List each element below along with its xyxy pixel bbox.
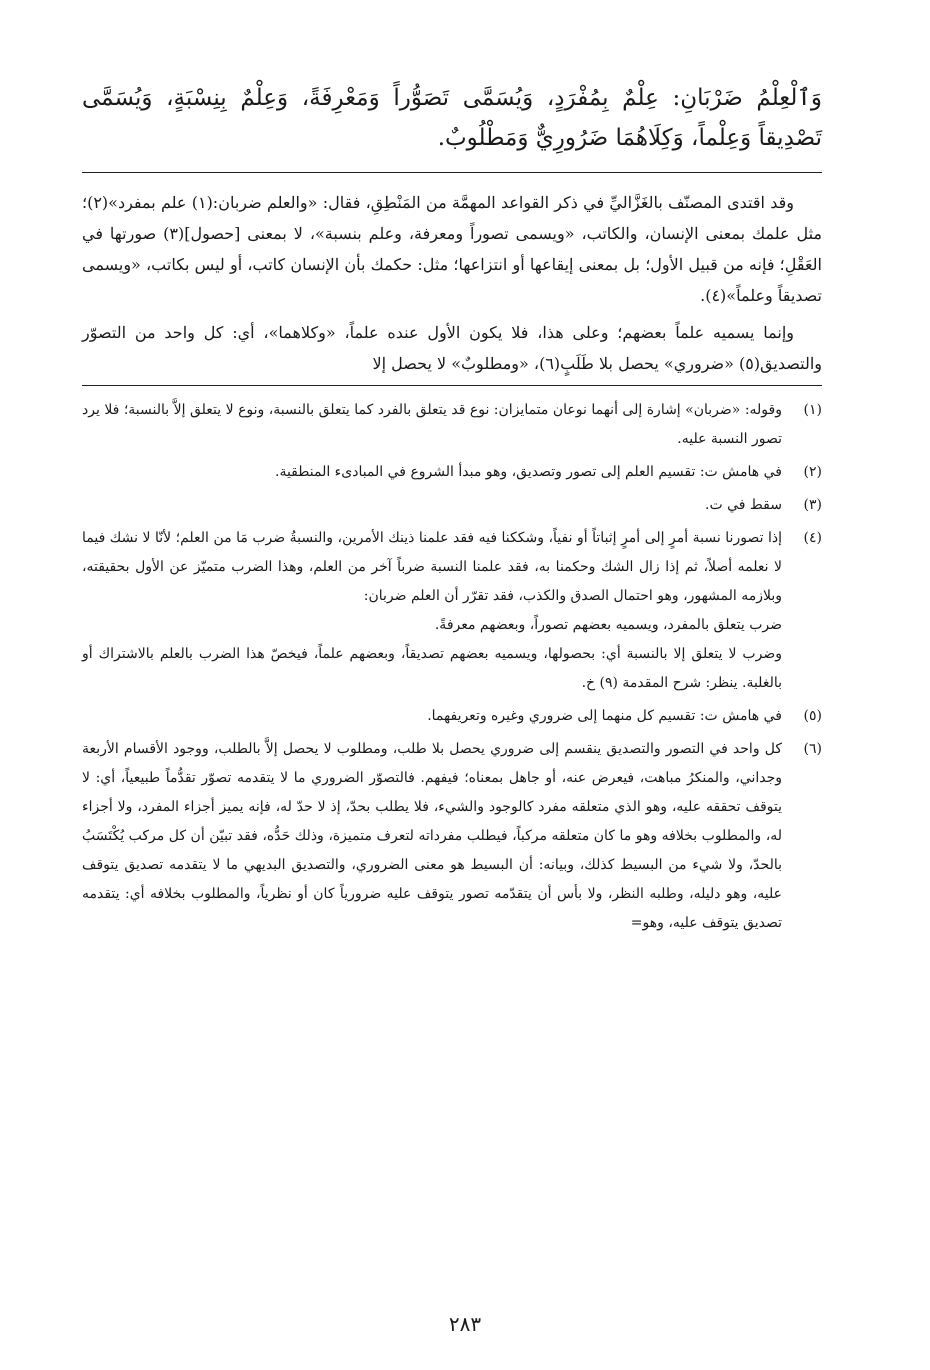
footnote-body — [82, 735, 782, 938]
footnote-body — [82, 491, 782, 520]
footnote-body — [82, 458, 782, 487]
footnote-paragraph: في هامش ت: تقسيم العلم إلى تصور وتصديق، وهو مبدأ الشروع في المبادىء المنطقية. — [275, 464, 782, 480]
footnote-number: (٤) — [803, 530, 822, 546]
page-number: ٢٨٣ — [448, 1312, 482, 1336]
footnote-body — [82, 396, 782, 454]
footnote-body — [82, 702, 782, 731]
footnote-body — [82, 524, 782, 698]
footnote — [82, 396, 822, 454]
footnote-number: (٦) — [803, 741, 822, 757]
commentary — [82, 187, 822, 379]
footnote-paragraph: في هامش ت: تقسيم كل منهما إلى ضروري وغيره وتعريفهما. — [427, 708, 782, 724]
footnote-paragraph: ضرب يتعلق بالمفرد، ويسميه بعضهم تصوراً، وبعضهم معرفةً. — [434, 617, 782, 633]
commentary-paragraph: وقد اقتدى المصنّف بالغَزَّاليِّ في ذكر القواعد المهمَّة من المَنْطِقِ، فقال: «والعلم ضربان:(١) علم بمفرد»(٢)؛ مثل علمك بمعنى الإنسان، والكاتب، «ويسمى تصوراً ومعرفة، وعلم بنسبة»، لا بمعنى [حصول](٣) صورتها في العَقْلِ؛ فإنه من قبيل الأول؛ بل بمعنى إيقاعها أو انتزاعها؛ مثل: حكمك بأن الإنسان كاتب، أو ليس بكاتب، «ويسمى تصديقاً وعلماً»(٤). — [82, 193, 823, 305]
matn-separator-rule — [82, 172, 822, 173]
footnote-number: (١) — [803, 402, 822, 418]
footnote — [82, 702, 822, 731]
footnote — [82, 735, 822, 938]
footnote-paragraph: وضرب لا يتعلق إلا بالنسبة أي: بحصولها، ويسميه بعضهم تصديقاً، وبعضهم علماً، فيخصّ هذا الضرب بالعلم بالاشتراك أو بالغلبة. ينظر: شرح المقدمة (٩) خ. — [82, 646, 782, 691]
footnote-paragraph: إذا تصورنا نسبة أمرٍ إلى أمرٍ إثباتاً أو نفياً، وشككنا فيه فقد علمنا ذينك الأمرين، والنسبةُ ضرب مَا من العلم؛ لأنّا لا نشك فيما لا نعلمه أصلاً، ثم إذا زال الشك وحكمنا به، فقد علمنا النسبة ضرباً آخر من العلم، وهذا الضرب متميّز عن الأول بحقيقته، وبلازمه المشهور، وهو احتمال الصدق والكذب، فقد تقرّر أن العلم ضربان: — [82, 530, 782, 604]
book-page — [82, 78, 822, 942]
matn-text: وَٱلْعِلْمُ ضَرْبَانِ: عِلْمٌ بِمُفْرَدٍ، وَيُسَمَّى تَصَوُّراً وَمَعْرِفَةً، وَعِلْمٌ بِنِسْبَةٍ، وَيُسَمَّى تَصْدِيقاً وَعِلْماً، وَكِلَاهُمَا ضَرُورِيٌّ وَمَطْلُوبٌ. — [82, 85, 822, 151]
footnote-number: (٥) — [803, 708, 822, 724]
footnotes — [82, 396, 822, 938]
footnote — [82, 458, 822, 487]
footnote-number: (٣) — [803, 497, 822, 513]
commentary-paragraph: وإنما يسميه علماً بعضهم؛ وعلى هذا، فلا يكون الأول عنده علماً، «وكلاهما»، أي: كل واحد من التصوّر والتصديق(٥) «ضروري» يحصل بلا طَلَبٍ(٦)، «ومطلوبٌ» لا يحصل إلا — [82, 323, 822, 373]
footnote-paragraph: كل واحد في التصور والتصديق ينقسم إلى ضروري يحصل بلا طلب، ومطلوب لا يحصل إلاَّ بالطلب، ووجود الأقسام الأربعة وجداني، والمنكرُ مباهت، فيعرض عنه، أو جاهل بمعناه؛ فيفهم. فالتصوّر الضروري ما لا يتقدمه تصوّر تقدُّماً طبيعياً، أي: لا يتوقف تحققه عليه، وهو الذي متعلقه مفرد كالوجود والشيء، فلا يطلب بحدّ، إذ لا حدّ له، فإنه يميز أجزاء المفرد، ولا أجزاء له، والمطلوب بخلافه وهو ما كان متعلقه مركباً، فيطلب مفرداته لتعرف متميزة، وذلك حَدُّه، فقد تبيّن أن كل مركب يُكْتَسَبُ بالحدّ، ولا شيء من البسيط كذلك، وبيانه: أن البسيط هو معنى الضروري، والتصديق البديهي ما لا يتقدمه تصديق يتوقف عليه، وهو دليله، وطلبه النظر، ولا بأس أن يتقدّمه تصور يتوقف عليه ضرورياً كان أو نظرياً، والمطلوب بخلافه أي: يتقدمه تصديق يتوقف عليه، وهو= — [82, 741, 782, 931]
footnote-paragraph: وقوله: «ضربان» إشارة إلى أنهما نوعان متمايزان: نوع قد يتعلق بالفرد كما يتعلق بالنسبة، ونوع لا يتعلق إلاَّ بالنسبة؛ فلا يرد تصور النسبة عليه. — [82, 402, 782, 447]
footnote — [82, 524, 822, 698]
footnote — [82, 491, 822, 520]
footnote-paragraph: سقط في ت. — [705, 497, 782, 513]
footnote-number: (٢) — [803, 464, 822, 480]
footnote-separator-rule — [82, 385, 822, 386]
